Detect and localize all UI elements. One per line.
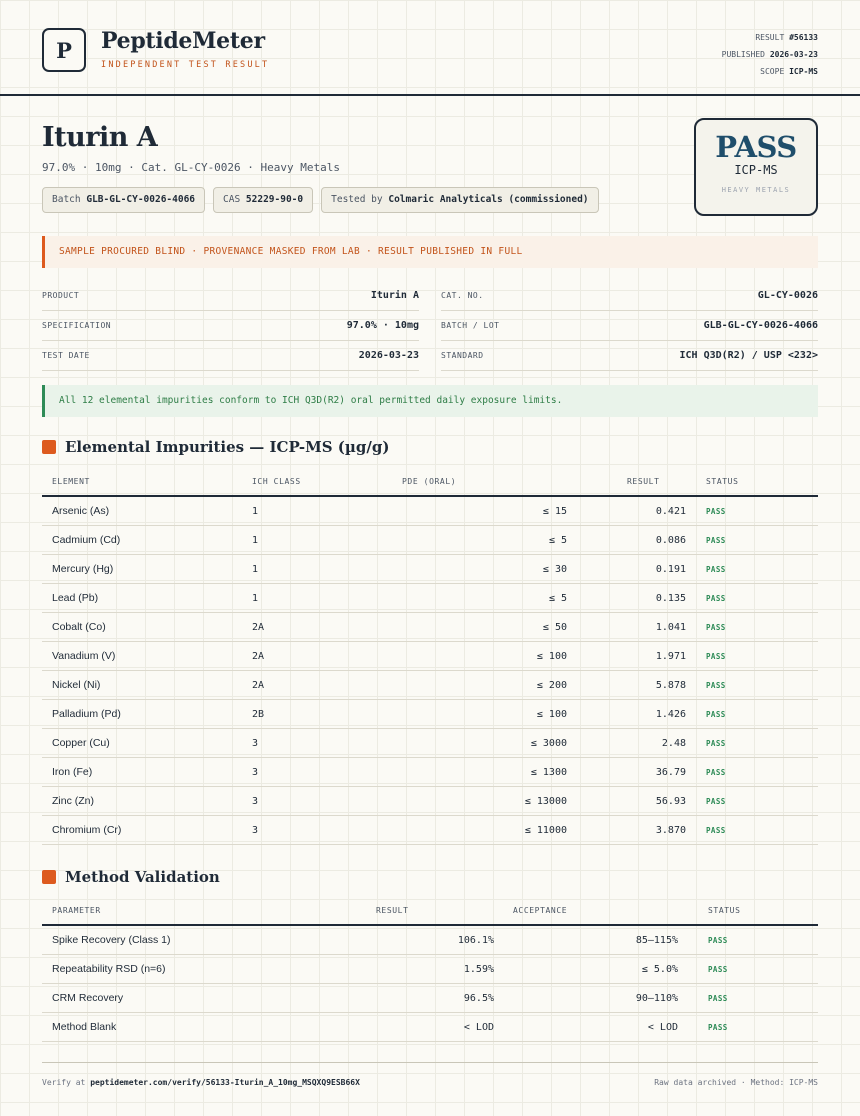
info-left-column [42, 281, 419, 371]
info-row-batch [441, 311, 818, 341]
pde-cell: ≤ 11000 [392, 816, 577, 845]
ich-class-cell: 1 [242, 526, 392, 555]
result-cell: 2.48 [577, 729, 696, 758]
result-cell: 1.971 [577, 642, 696, 671]
element-cell: Mercury (Hg) [42, 555, 242, 584]
result-cell: 1.59% [272, 955, 504, 984]
status-badge: PASS [696, 555, 818, 584]
table-row [42, 816, 818, 845]
table-row [42, 729, 818, 758]
result-cell: 0.191 [577, 555, 696, 584]
table-row [42, 584, 818, 613]
table-row [42, 700, 818, 729]
column-header-element: ELEMENT [42, 467, 242, 496]
pde-cell: ≤ 3000 [392, 729, 577, 758]
info-row-cat-no [441, 281, 818, 311]
procurement-notice: SAMPLE PROCURED BLIND · PROVENANCE MASKED FROM LAB · RESULT PUBLISHED IN FULL [42, 236, 818, 268]
column-header-result: RESULT [272, 896, 504, 925]
validation-section-title: Method Validation [65, 868, 220, 886]
info-row-specification [42, 311, 419, 341]
info-right-column [441, 281, 818, 371]
element-cell: Chromium (Cr) [42, 816, 242, 845]
ich-class-cell: 1 [242, 584, 392, 613]
result-number: #56133 [789, 33, 818, 42]
ich-class-cell: 2A [242, 642, 392, 671]
pde-cell: ≤ 5 [392, 584, 577, 613]
table-row [42, 955, 818, 984]
info-value: GLB-GL-CY-0026-4066 [703, 320, 818, 331]
result-cell: 5.878 [577, 671, 696, 700]
table-header-row [42, 467, 818, 496]
result-cell: 1.426 [577, 700, 696, 729]
ich-class-cell: 1 [242, 496, 392, 526]
table-row [42, 613, 818, 642]
brand-logo: P [42, 28, 86, 72]
verify-line [42, 1078, 360, 1087]
status-badge: PASS [696, 787, 818, 816]
section-marker-icon [42, 440, 56, 454]
column-header-result: RESULT [577, 467, 696, 496]
parameter-cell: Spike Recovery (Class 1) [42, 925, 272, 955]
parameter-cell: CRM Recovery [42, 984, 272, 1013]
pde-cell: ≤ 1300 [392, 758, 577, 787]
info-label: SPECIFICATION [42, 321, 112, 330]
tested-by-label: Tested by [331, 194, 383, 205]
result-cell: 36.79 [577, 758, 696, 787]
element-cell: Lead (Pb) [42, 584, 242, 613]
verify-prefix: Verify at [42, 1078, 86, 1087]
status-badge: PASS [696, 613, 818, 642]
ich-class-cell: 3 [242, 816, 392, 845]
element-cell: Nickel (Ni) [42, 671, 242, 700]
table-row [42, 758, 818, 787]
table-row [42, 787, 818, 816]
ich-class-cell: 3 [242, 787, 392, 816]
status-badge: PASS [688, 1013, 818, 1042]
verify-link[interactable]: peptidemeter.com/verify/56133-Iturin_A_10mg_MSQXQ9ESB66X [90, 1078, 360, 1087]
section-marker-icon [42, 870, 56, 884]
pde-cell: ≤ 5 [392, 526, 577, 555]
info-value: Iturin A [370, 290, 419, 301]
archive-note: Raw data archived · Method: ICP-MS [654, 1078, 818, 1087]
ich-class-cell: 3 [242, 758, 392, 787]
status-badge: PASS [688, 984, 818, 1013]
product-chips [42, 187, 599, 213]
batch-chip-value: GLB-GL-CY-0026-4066 [86, 194, 196, 205]
element-cell: Cobalt (Co) [42, 613, 242, 642]
ich-class-cell: 2B [242, 700, 392, 729]
status-badge: PASS [696, 642, 818, 671]
acceptance-cell: ≤ 5.0% [504, 955, 688, 984]
cas-chip [213, 187, 313, 213]
tested-by-chip [321, 187, 598, 213]
impurities-section-title: Elemental Impurities — ICP-MS (µg/g) [65, 438, 390, 456]
info-label: TEST DATE [42, 351, 90, 360]
element-cell: Iron (Fe) [42, 758, 242, 787]
column-header-acceptance: ACCEPTANCE [504, 896, 688, 925]
table-row [42, 671, 818, 700]
column-header-pde: PDE (ORAL) [392, 467, 577, 496]
element-cell: Palladium (Pd) [42, 700, 242, 729]
table-row [42, 642, 818, 671]
table-row [42, 984, 818, 1013]
result-cell: 0.135 [577, 584, 696, 613]
result-cell: 0.086 [577, 526, 696, 555]
info-label: CAT. NO. [441, 291, 484, 300]
element-cell: Vanadium (V) [42, 642, 242, 671]
info-value: GL-CY-0026 [757, 290, 818, 301]
table-row [42, 526, 818, 555]
info-row-test-date [42, 341, 419, 371]
acceptance-cell: < LOD [504, 1013, 688, 1042]
info-label: PRODUCT [42, 291, 80, 300]
ich-class-cell: 3 [242, 729, 392, 758]
table-row [42, 1013, 818, 1042]
verdict-scope: HEAVY METALS [721, 186, 791, 194]
column-header-parameter: PARAMETER [42, 896, 272, 925]
result-cell: 3.870 [577, 816, 696, 845]
validation-section-header [42, 868, 220, 886]
cas-chip-value: 52229-90-0 [245, 194, 304, 205]
ich-class-cell: 1 [242, 555, 392, 584]
pde-cell: ≤ 100 [392, 700, 577, 729]
status-badge: PASS [696, 816, 818, 845]
table-header-row [42, 896, 818, 925]
impurities-section-header [42, 438, 389, 456]
status-badge: PASS [688, 955, 818, 984]
result-cell: 96.5% [272, 984, 504, 1013]
batch-chip-label: Batch [52, 194, 81, 205]
product-subtitle: 97.0% · 10mg · Cat. GL-CY-0026 · Heavy Metals [42, 161, 341, 174]
info-row-standard [441, 341, 818, 371]
status-badge: PASS [696, 584, 818, 613]
table-row [42, 555, 818, 584]
pde-cell: ≤ 200 [392, 671, 577, 700]
result-cell: 106.1% [272, 925, 504, 955]
parameter-cell: Repeatability RSD (n=6) [42, 955, 272, 984]
info-value: 97.0% · 10mg [346, 320, 419, 331]
product-title: Iturin A [42, 122, 158, 153]
element-cell: Arsenic (As) [42, 496, 242, 526]
batch-chip [42, 187, 205, 213]
column-header-status: STATUS [696, 467, 818, 496]
verdict-word: PASS [715, 130, 797, 164]
pde-cell: ≤ 13000 [392, 787, 577, 816]
result-cell: 0.421 [577, 496, 696, 526]
status-badge: PASS [696, 526, 818, 555]
info-label: STANDARD [441, 351, 484, 360]
element-cell: Zinc (Zn) [42, 787, 242, 816]
info-row-product [42, 281, 419, 311]
cas-chip-label: CAS [223, 194, 241, 205]
status-badge: PASS [688, 925, 818, 955]
published-date: 2026-03-23 [769, 50, 818, 59]
status-badge: PASS [696, 729, 818, 758]
tested-by-value: Colmaric Analyticals (commissioned) [388, 194, 589, 205]
info-value: 2026-03-23 [358, 350, 419, 361]
status-badge: PASS [696, 496, 818, 526]
verdict-method: ICP-MS [734, 163, 778, 177]
info-value: ICH Q3D(R2) / USP <232> [679, 350, 818, 361]
pde-cell: ≤ 15 [392, 496, 577, 526]
brand-name: PeptideMeter [101, 28, 265, 54]
info-label: BATCH / LOT [441, 321, 500, 330]
result-cell: 56.93 [577, 787, 696, 816]
pde-cell: ≤ 100 [392, 642, 577, 671]
pde-cell: ≤ 30 [392, 555, 577, 584]
impurities-table [42, 467, 818, 845]
status-badge: PASS [696, 700, 818, 729]
status-badge: PASS [696, 671, 818, 700]
verdict-card [694, 118, 818, 216]
table-row [42, 496, 818, 526]
status-badge: PASS [696, 758, 818, 787]
published-label: PUBLISHED [721, 50, 765, 59]
column-header-ich-class: ICH CLASS [242, 467, 392, 496]
result-cell: 1.041 [577, 613, 696, 642]
footer-divider [42, 1062, 818, 1063]
ich-class-cell: 2A [242, 671, 392, 700]
table-row [42, 925, 818, 955]
brand-tagline: INDEPENDENT TEST RESULT [101, 60, 270, 70]
element-cell: Copper (Cu) [42, 729, 242, 758]
parameter-cell: Method Blank [42, 1013, 272, 1042]
result-label: RESULT [755, 33, 785, 42]
column-header-status: STATUS [688, 896, 818, 925]
conformance-banner: All 12 elemental impurities conform to ICH Q3D(R2) oral permitted daily exposure limits. [42, 385, 818, 417]
validation-table [42, 896, 818, 1042]
acceptance-cell: 85–115% [504, 925, 688, 955]
acceptance-cell: 90–110% [504, 984, 688, 1013]
scope-label: SCOPE [760, 67, 785, 76]
element-cell: Cadmium (Cd) [42, 526, 242, 555]
scope-value: ICP-MS [789, 67, 818, 76]
pde-cell: ≤ 50 [392, 613, 577, 642]
header-divider [0, 94, 860, 96]
result-cell: < LOD [272, 1013, 504, 1042]
ich-class-cell: 2A [242, 613, 392, 642]
result-meta [722, 29, 818, 80]
